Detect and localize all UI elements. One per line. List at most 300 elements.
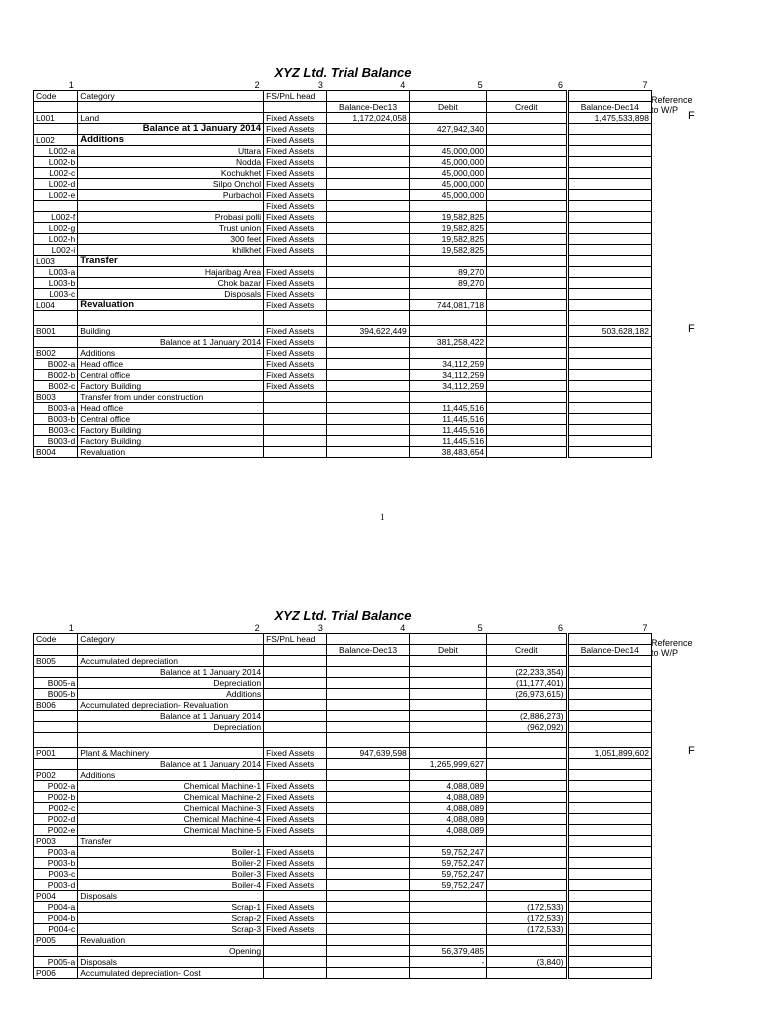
cell-fs: Fixed Assets xyxy=(264,289,327,300)
cell-debit: 38,483,654 xyxy=(409,447,486,458)
cell-credit xyxy=(487,880,567,891)
table-row xyxy=(34,300,652,311)
cell-bal13 xyxy=(327,711,409,722)
cell-credit xyxy=(487,403,567,414)
cell-code: L002-c xyxy=(34,168,78,179)
cell-code: L003-a xyxy=(34,267,78,278)
cell-cat: Disposals xyxy=(78,957,264,968)
cell-bal13 xyxy=(327,447,409,458)
cell-fs: Fixed Assets xyxy=(264,814,327,825)
table-row xyxy=(34,667,652,678)
table-row xyxy=(34,223,652,234)
cell-bal13 xyxy=(327,212,409,223)
cell-bal14 xyxy=(567,781,651,792)
cell-fs: Fixed Assets xyxy=(264,326,327,337)
column-header xyxy=(34,102,78,113)
cell-credit xyxy=(487,381,567,392)
table-row xyxy=(34,256,652,267)
cell-bal14 xyxy=(567,722,651,733)
cell-credit xyxy=(487,414,567,425)
cell-bal14 xyxy=(567,957,651,968)
cell-credit xyxy=(487,256,567,267)
cell-cat: Boiler-1 xyxy=(78,847,264,858)
cell-code: P004 xyxy=(34,891,78,902)
cell-fs: Fixed Assets xyxy=(264,168,327,179)
cell-credit xyxy=(487,348,567,359)
cell-cat: Transfer from under construction xyxy=(78,392,264,403)
cell-fs: Fixed Assets xyxy=(264,348,327,359)
cell-cat: Factory Building xyxy=(78,381,264,392)
table-row xyxy=(34,414,652,425)
cell-code: P002-a xyxy=(34,781,78,792)
cell-bal13 xyxy=(327,135,409,146)
cell-bal13 xyxy=(327,245,409,256)
cell-bal14 xyxy=(567,146,651,157)
cell-bal14 xyxy=(567,311,651,326)
cell-fs: Fixed Assets xyxy=(264,803,327,814)
cell-credit xyxy=(487,968,567,979)
cell-bal13 xyxy=(327,935,409,946)
cell-cat: Transfer xyxy=(78,256,264,267)
cell-fs xyxy=(264,447,327,458)
column-number: 7 xyxy=(642,80,648,90)
cell-cat: Revaluation xyxy=(78,300,264,311)
cell-credit xyxy=(487,770,567,781)
cell-cat: Accumulated depreciation- Cost xyxy=(78,968,264,979)
cell-code: P002-e xyxy=(34,825,78,836)
cell-code xyxy=(34,733,78,748)
cell-credit xyxy=(487,234,567,245)
cell-cat: Disposals xyxy=(78,289,264,300)
cell-code: L002-h xyxy=(34,234,78,245)
cell-debit xyxy=(409,733,486,748)
cell-cat: Balance at 1 January 2014 xyxy=(78,711,264,722)
cell-code: L002 xyxy=(34,135,78,146)
cell-cat: Chemical Machine-5 xyxy=(78,825,264,836)
cell-code xyxy=(34,759,78,770)
column-header: Balance-Dec14 xyxy=(567,645,651,656)
cell-bal13 xyxy=(327,700,409,711)
cell-cat: Central office xyxy=(78,414,264,425)
cell-bal14 xyxy=(567,913,651,924)
cell-debit: 45,000,000 xyxy=(409,157,486,168)
cell-code: L003 xyxy=(34,256,78,267)
table-row xyxy=(34,124,652,135)
table-row xyxy=(34,403,652,414)
cell-credit xyxy=(487,326,567,337)
cell-bal13 xyxy=(327,311,409,326)
cell-bal13 xyxy=(327,913,409,924)
cell-bal14 xyxy=(567,946,651,957)
cell-credit xyxy=(487,337,567,348)
cell-bal13: 947,639,598 xyxy=(327,748,409,759)
table-row xyxy=(34,880,652,891)
table-row xyxy=(34,678,652,689)
cell-debit xyxy=(409,201,486,212)
cell-code: P003-c xyxy=(34,869,78,880)
cell-credit: (3,840) xyxy=(487,957,567,968)
cell-bal13 xyxy=(327,880,409,891)
cell-bal14 xyxy=(567,168,651,179)
cell-code: B003-c xyxy=(34,425,78,436)
cell-bal14 xyxy=(567,935,651,946)
cell-bal13 xyxy=(327,234,409,245)
cell-bal13 xyxy=(327,792,409,803)
cell-cat: Head office xyxy=(78,359,264,370)
cell-cat: Trust union xyxy=(78,223,264,234)
cell-code: L003-c xyxy=(34,289,78,300)
cell-debit: 45,000,000 xyxy=(409,179,486,190)
cell-cat: Additions xyxy=(78,770,264,781)
cell-fs: Fixed Assets xyxy=(264,190,327,201)
table-row xyxy=(34,869,652,880)
cell-bal14 xyxy=(567,836,651,847)
table-row xyxy=(34,425,652,436)
cell-bal13 xyxy=(327,146,409,157)
cell-bal13 xyxy=(327,759,409,770)
cell-bal13 xyxy=(327,968,409,979)
cell-bal14: 1,475,533,898 xyxy=(567,113,651,124)
cell-bal14 xyxy=(567,733,651,748)
cell-credit xyxy=(487,157,567,168)
cell-code xyxy=(34,722,78,733)
cell-cat: Building xyxy=(78,326,264,337)
cell-debit: 4,088,089 xyxy=(409,792,486,803)
column-header: Category xyxy=(78,91,264,102)
cell-bal13 xyxy=(327,902,409,913)
cell-fs xyxy=(264,891,327,902)
cell-bal14 xyxy=(567,370,651,381)
cell-code: P002-d xyxy=(34,814,78,825)
cell-bal13 xyxy=(327,678,409,689)
cell-bal14 xyxy=(567,425,651,436)
cell-debit: 19,582,825 xyxy=(409,212,486,223)
table-row xyxy=(34,370,652,381)
cell-bal13 xyxy=(327,656,409,667)
cell-bal14 xyxy=(567,201,651,212)
cell-code: L002-e xyxy=(34,190,78,201)
cell-code: L002-f xyxy=(34,212,78,223)
cell-cat: Hajaribag Area xyxy=(78,267,264,278)
cell-bal14 xyxy=(567,414,651,425)
cell-debit: 11,445,516 xyxy=(409,425,486,436)
cell-credit xyxy=(487,935,567,946)
cell-fs: Fixed Assets xyxy=(264,135,327,146)
cell-debit xyxy=(409,913,486,924)
cell-bal13 xyxy=(327,381,409,392)
cell-code: L002-b xyxy=(34,157,78,168)
cell-fs: Fixed Assets xyxy=(264,924,327,935)
cell-bal14 xyxy=(567,792,651,803)
column-header: FS/PnL head xyxy=(264,91,327,102)
cell-fs xyxy=(264,968,327,979)
table-row xyxy=(34,836,652,847)
cell-bal13 xyxy=(327,300,409,311)
column-header xyxy=(78,102,264,113)
cell-credit xyxy=(487,656,567,667)
cell-code: B004 xyxy=(34,447,78,458)
cell-cat: Balance at 1 January 2014 xyxy=(78,667,264,678)
cell-fs xyxy=(264,957,327,968)
cell-cat: Additions xyxy=(78,135,264,146)
cell-debit xyxy=(409,722,486,733)
cell-credit xyxy=(487,223,567,234)
cell-credit: (26,973,615) xyxy=(487,689,567,700)
table-row xyxy=(34,348,652,359)
cell-debit xyxy=(409,935,486,946)
column-header xyxy=(487,634,567,645)
cell-bal14 xyxy=(567,447,651,458)
cell-bal13 xyxy=(327,179,409,190)
cell-bal14 xyxy=(567,179,651,190)
column-number: 2 xyxy=(254,80,260,90)
cell-bal14 xyxy=(567,880,651,891)
cell-cat: Chemical Machine-1 xyxy=(78,781,264,792)
table-row xyxy=(34,759,652,770)
cell-bal14 xyxy=(567,667,651,678)
column-number: 2 xyxy=(254,623,260,633)
table-row xyxy=(34,781,652,792)
cell-code xyxy=(34,337,78,348)
cell-bal13 xyxy=(327,781,409,792)
cell-debit xyxy=(409,836,486,847)
cell-debit xyxy=(409,924,486,935)
cell-debit xyxy=(409,113,486,124)
table-row xyxy=(34,359,652,370)
page-number: 1 xyxy=(380,512,385,522)
column-number: 3 xyxy=(317,80,323,90)
column-header xyxy=(567,634,651,645)
cell-code: L002-d xyxy=(34,179,78,190)
cell-fs xyxy=(264,678,327,689)
cell-bal13 xyxy=(327,733,409,748)
table-row xyxy=(34,902,652,913)
cell-code: B002-a xyxy=(34,359,78,370)
cell-fs: Fixed Assets xyxy=(264,913,327,924)
cell-code xyxy=(34,311,78,326)
cell-code: P003 xyxy=(34,836,78,847)
cell-cat: Chemical Machine-3 xyxy=(78,803,264,814)
column-header: Category xyxy=(78,634,264,645)
cell-cat: Factory Building xyxy=(78,436,264,447)
cell-debit: 19,582,825 xyxy=(409,234,486,245)
cell-debit xyxy=(409,256,486,267)
cell-bal13 xyxy=(327,337,409,348)
cell-cat: Balance at 1 January 2014 xyxy=(78,759,264,770)
cell-bal13 xyxy=(327,168,409,179)
column-header: Code xyxy=(34,91,78,102)
cell-code: B003 xyxy=(34,392,78,403)
header-row xyxy=(34,91,652,102)
cell-cat: Scrap-2 xyxy=(78,913,264,924)
column-header xyxy=(567,91,651,102)
cell-bal13 xyxy=(327,869,409,880)
column-header xyxy=(327,91,409,102)
cell-credit xyxy=(487,245,567,256)
cell-debit: 4,088,089 xyxy=(409,814,486,825)
cell-debit xyxy=(409,392,486,403)
cell-fs: Fixed Assets xyxy=(264,212,327,223)
cell-bal13 xyxy=(327,436,409,447)
cell-code: L002-g xyxy=(34,223,78,234)
cell-credit: (172,533) xyxy=(487,913,567,924)
table-row xyxy=(34,337,652,348)
cell-debit: 59,752,247 xyxy=(409,847,486,858)
header-row xyxy=(34,102,652,113)
cell-credit xyxy=(487,212,567,223)
cell-fs: Fixed Assets xyxy=(264,223,327,234)
cell-debit: 89,270 xyxy=(409,278,486,289)
cell-fs xyxy=(264,935,327,946)
column-number: 5 xyxy=(477,623,483,633)
cell-code: B005-b xyxy=(34,689,78,700)
cell-fs: Fixed Assets xyxy=(264,245,327,256)
column-header: Credit xyxy=(487,102,567,113)
cell-fs xyxy=(264,656,327,667)
reference-mark: F xyxy=(688,745,695,757)
cell-bal14 xyxy=(567,267,651,278)
cell-fs xyxy=(264,403,327,414)
cell-credit xyxy=(487,146,567,157)
cell-fs: Fixed Assets xyxy=(264,179,327,190)
cell-cat: Boiler-2 xyxy=(78,858,264,869)
cell-fs: Fixed Assets xyxy=(264,278,327,289)
cell-code: L002-a xyxy=(34,146,78,157)
table-row xyxy=(34,168,652,179)
cell-credit xyxy=(487,135,567,146)
cell-bal14 xyxy=(567,825,651,836)
cell-bal14 xyxy=(567,700,651,711)
cell-cat: 300 feet xyxy=(78,234,264,245)
cell-debit: 11,445,516 xyxy=(409,436,486,447)
column-number: 6 xyxy=(558,80,564,90)
cell-bal14 xyxy=(567,135,651,146)
cell-bal14 xyxy=(567,381,651,392)
cell-fs: Fixed Assets xyxy=(264,113,327,124)
cell-cat: Additions xyxy=(78,348,264,359)
cell-code: B005-a xyxy=(34,678,78,689)
cell-fs: Fixed Assets xyxy=(264,880,327,891)
cell-debit xyxy=(409,678,486,689)
cell-debit: 45,000,000 xyxy=(409,190,486,201)
cell-bal14 xyxy=(567,300,651,311)
cell-debit: - xyxy=(409,957,486,968)
cell-fs xyxy=(264,689,327,700)
cell-bal13 xyxy=(327,359,409,370)
column-header: FS/PnL head xyxy=(264,634,327,645)
column-number: 7 xyxy=(642,623,648,633)
cell-code: B001 xyxy=(34,326,78,337)
cell-fs: Fixed Assets xyxy=(264,792,327,803)
table-row xyxy=(34,326,652,337)
cell-debit: 59,752,247 xyxy=(409,880,486,891)
cell-debit: 427,942,340 xyxy=(409,124,486,135)
sheet-title: XYZ Ltd. Trial Balance xyxy=(274,65,412,80)
cell-bal13 xyxy=(327,722,409,733)
cell-fs xyxy=(264,946,327,957)
cell-code: L003-b xyxy=(34,278,78,289)
cell-cat: Disposals xyxy=(78,891,264,902)
cell-bal14 xyxy=(567,436,651,447)
column-number: 5 xyxy=(477,80,483,90)
cell-bal14 xyxy=(567,711,651,722)
cell-fs xyxy=(264,722,327,733)
cell-fs xyxy=(264,392,327,403)
cell-bal14 xyxy=(567,359,651,370)
cell-code: L002-i xyxy=(34,245,78,256)
cell-bal13 xyxy=(327,370,409,381)
cell-bal13: 1,172,024,058 xyxy=(327,113,409,124)
cell-credit xyxy=(487,946,567,957)
cell-debit xyxy=(409,711,486,722)
cell-credit xyxy=(487,869,567,880)
cell-debit: 34,112,259 xyxy=(409,381,486,392)
cell-fs: Fixed Assets xyxy=(264,201,327,212)
cell-debit xyxy=(409,667,486,678)
column-header: Balance-Dec14 xyxy=(567,102,651,113)
table-row xyxy=(34,113,652,124)
cell-bal13 xyxy=(327,814,409,825)
cell-code: P005-a xyxy=(34,957,78,968)
cell-credit xyxy=(487,278,567,289)
table-row xyxy=(34,190,652,201)
cell-bal14 xyxy=(567,337,651,348)
cell-cat: Revaluation xyxy=(78,935,264,946)
cell-credit xyxy=(487,124,567,135)
table-row xyxy=(34,792,652,803)
column-header xyxy=(409,91,486,102)
cell-debit xyxy=(409,656,486,667)
cell-debit: 744,081,718 xyxy=(409,300,486,311)
cell-fs xyxy=(264,733,327,748)
cell-credit: (22,233,354) xyxy=(487,667,567,678)
cell-code: P004-b xyxy=(34,913,78,924)
table-row xyxy=(34,700,652,711)
cell-cat: Head office xyxy=(78,403,264,414)
cell-bal14 xyxy=(567,212,651,223)
cell-credit xyxy=(487,392,567,403)
cell-bal14 xyxy=(567,678,651,689)
table-row xyxy=(34,968,652,979)
column-number-row xyxy=(34,623,652,634)
cell-fs xyxy=(264,311,327,326)
cell-bal13 xyxy=(327,289,409,300)
cell-debit: 19,582,825 xyxy=(409,245,486,256)
cell-fs: Fixed Assets xyxy=(264,869,327,880)
cell-bal14 xyxy=(567,403,651,414)
table-row xyxy=(34,289,652,300)
cell-debit xyxy=(409,748,486,759)
cell-fs: Fixed Assets xyxy=(264,759,327,770)
cell-bal13 xyxy=(327,803,409,814)
header-row xyxy=(34,645,652,656)
cell-debit: 4,088,089 xyxy=(409,825,486,836)
cell-bal13 xyxy=(327,946,409,957)
cell-cat: Additions xyxy=(78,689,264,700)
table-row xyxy=(34,803,652,814)
cell-credit xyxy=(487,179,567,190)
cell-debit: 1,265,999,627 xyxy=(409,759,486,770)
cell-cat: Kochukhet xyxy=(78,168,264,179)
column-header: Credit xyxy=(487,645,567,656)
table-row xyxy=(34,847,652,858)
table-row xyxy=(34,179,652,190)
cell-credit xyxy=(487,190,567,201)
table-row xyxy=(34,201,652,212)
cell-code: P001 xyxy=(34,748,78,759)
table-row xyxy=(34,311,652,326)
cell-credit: (2,886,273) xyxy=(487,711,567,722)
